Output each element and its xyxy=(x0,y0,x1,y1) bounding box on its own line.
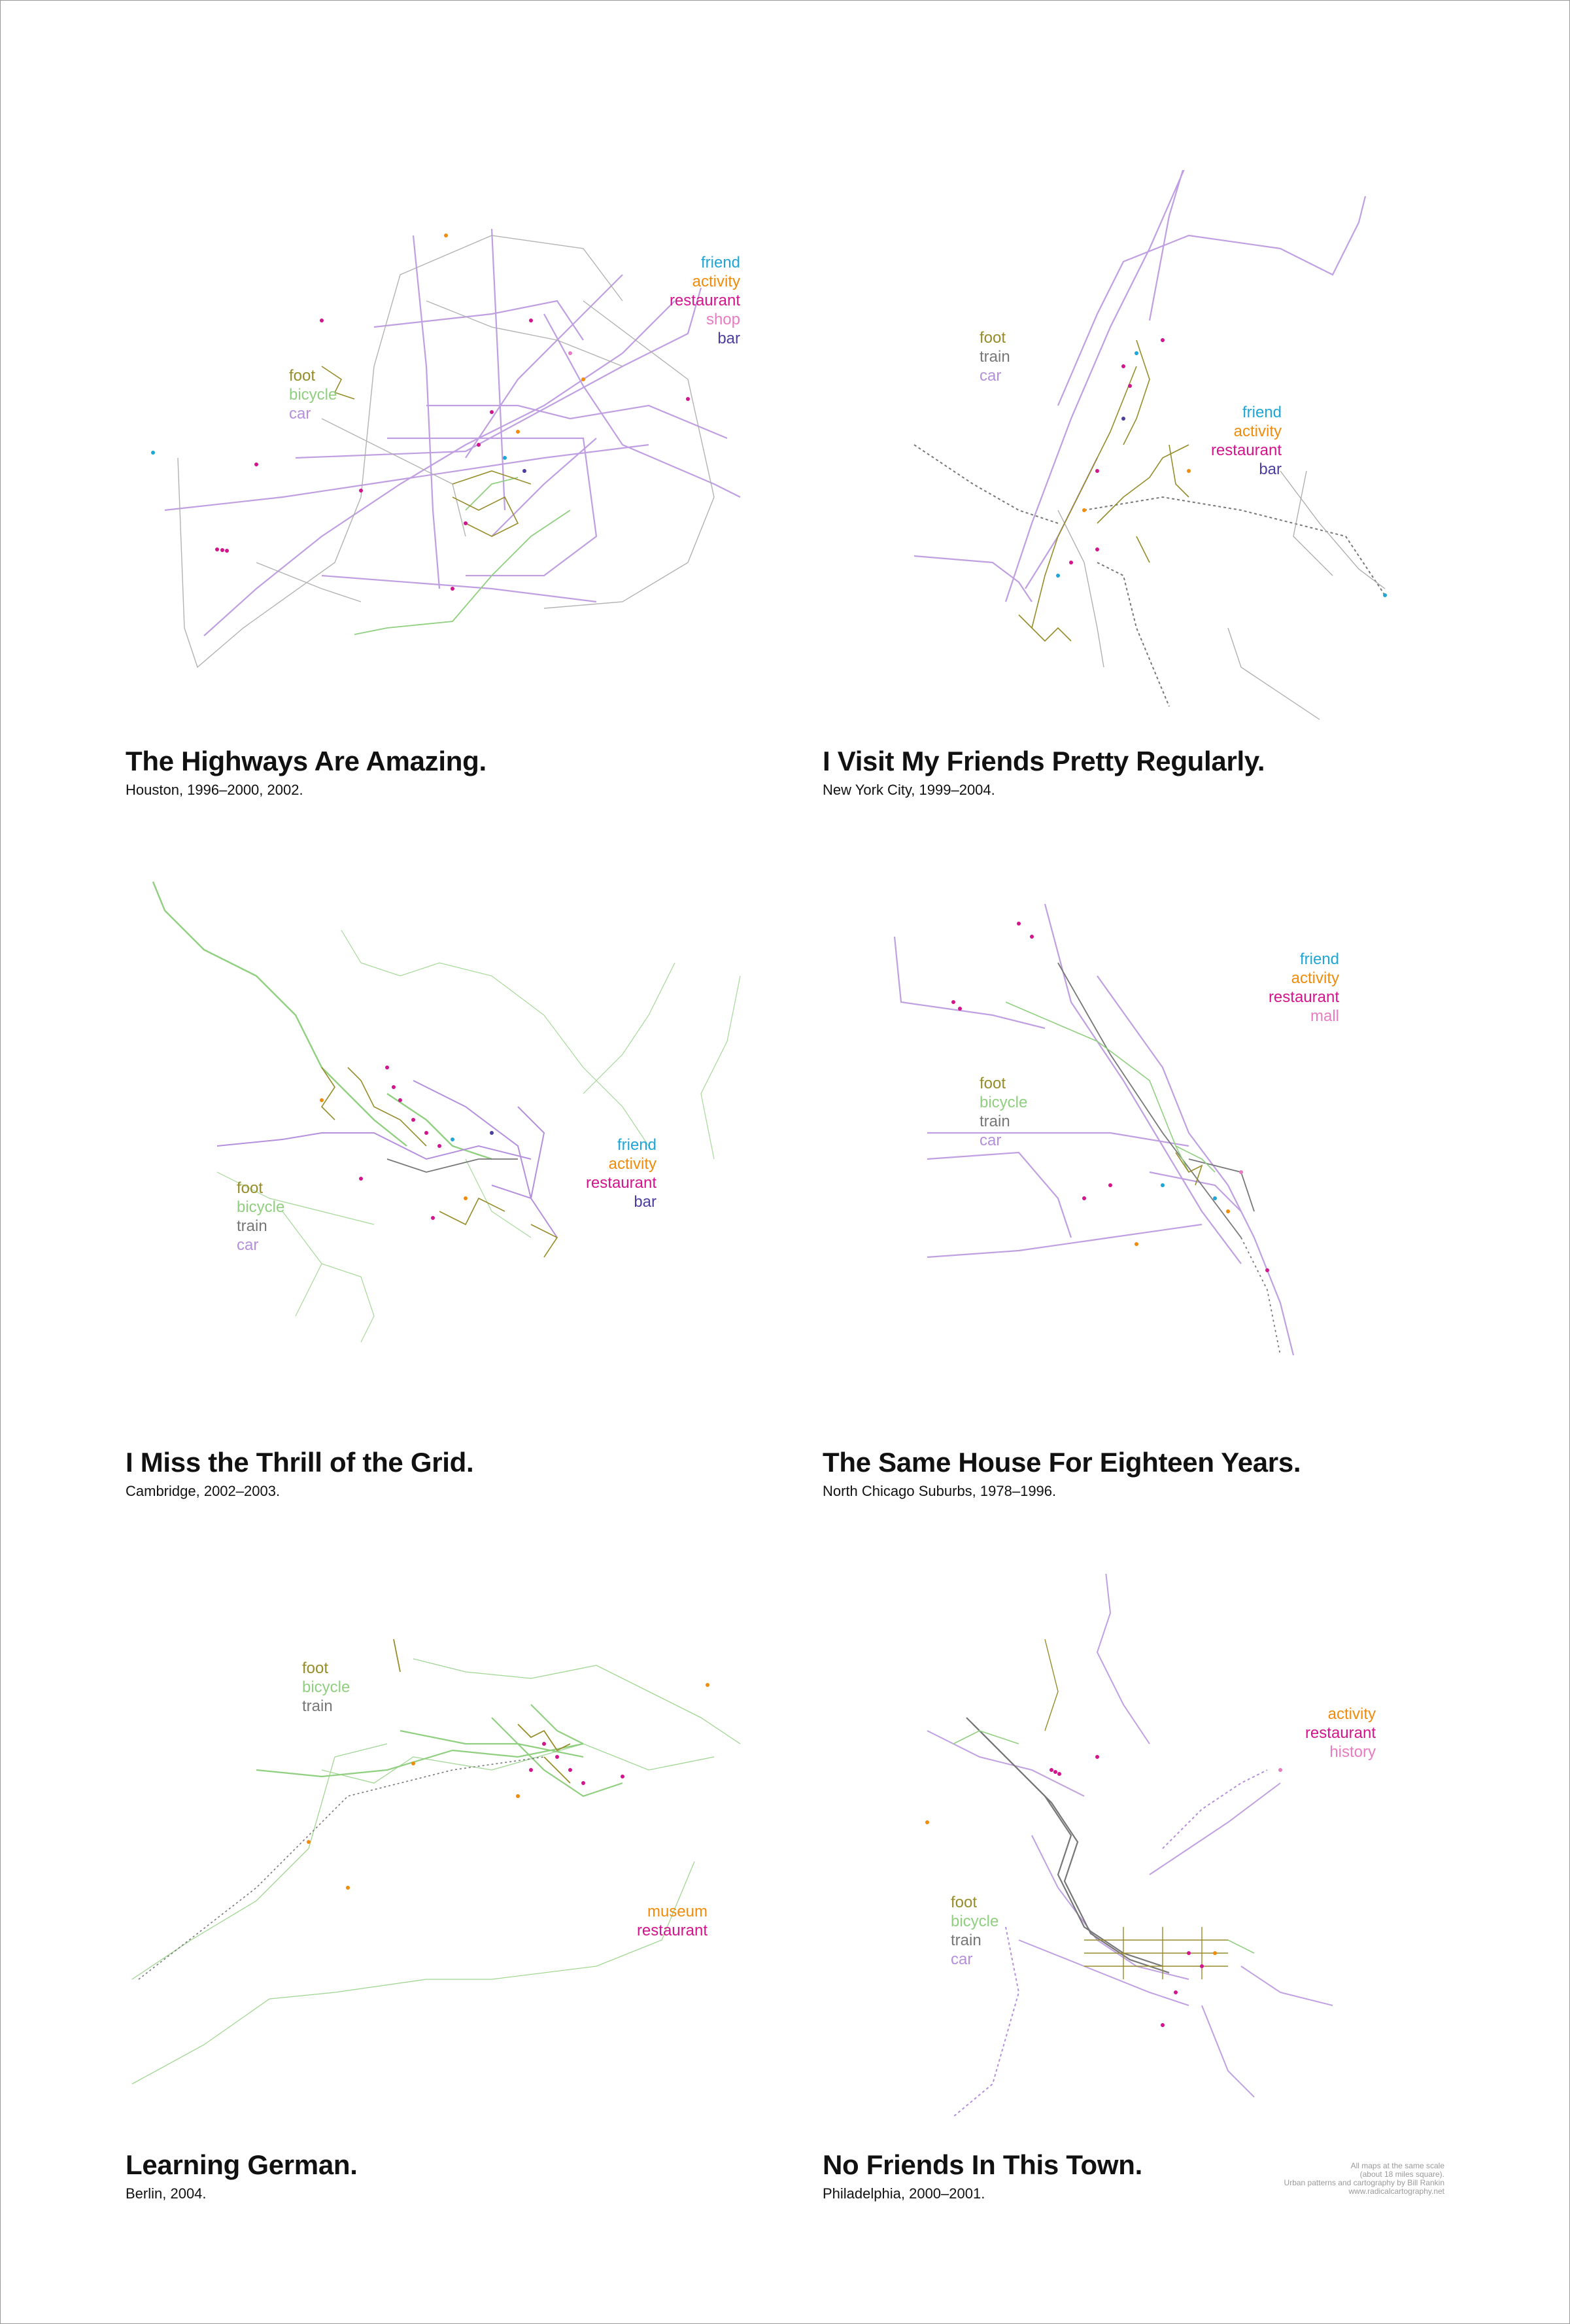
legend-activity: activity xyxy=(1327,1705,1376,1723)
legend-bar: bar xyxy=(717,330,740,347)
credits-author: Urban patterns and cartography by Bill Rankin xyxy=(1284,2178,1444,2187)
cambridge-place-dots xyxy=(320,1066,494,1220)
cambridge-route-map xyxy=(126,871,823,1447)
berlin-route-map xyxy=(126,1574,823,2149)
philadelphia-place-dots xyxy=(925,1755,1282,2027)
credits-scale-note: All maps at the same scale xyxy=(1350,2161,1444,2170)
legend-bar: bar xyxy=(1259,460,1282,478)
legend-restaurant: restaurant xyxy=(1210,442,1282,459)
legend-museum: museum xyxy=(647,1903,708,1920)
legend-train: train xyxy=(302,1697,333,1715)
chicago-mode-legend xyxy=(980,1074,1027,1150)
legend-bicycle: bicycle xyxy=(289,386,337,404)
map-subtitle: Houston, 1996–2000, 2002. xyxy=(126,782,303,798)
map-title: Learning German. xyxy=(126,2149,358,2180)
legend-foot: foot xyxy=(289,367,316,385)
legend-shop: shop xyxy=(706,311,740,328)
legend-restaurant: restaurant xyxy=(669,292,740,309)
map-title: The Highways Are Amazing. xyxy=(126,746,486,776)
philadelphia-mode-legend xyxy=(951,1893,998,1969)
chicago-route-map xyxy=(823,871,1520,1447)
map-title: No Friends In This Town. xyxy=(823,2149,1143,2180)
legend-mall: mall xyxy=(1310,1007,1339,1025)
credits-website: www.radicalcartography.net xyxy=(1348,2187,1444,2196)
houston-mode-legend xyxy=(289,366,337,423)
legend-restaurant: restaurant xyxy=(1305,1724,1376,1742)
map-subtitle: Cambridge, 2002–2003. xyxy=(126,1483,281,1499)
legend-foot: foot xyxy=(980,329,1006,347)
map-panel-chicago xyxy=(823,871,1520,1571)
cambridge-place-legend xyxy=(538,1136,657,1211)
legend-train: train xyxy=(951,1932,981,1949)
legend-car: car xyxy=(980,367,1002,385)
legend-bicycle: bicycle xyxy=(951,1913,999,1930)
cambridge-mode-legend xyxy=(237,1179,284,1255)
berlin-place-dots xyxy=(307,1683,709,1890)
legend-train: train xyxy=(237,1217,267,1235)
legend-activity: activity xyxy=(1233,423,1282,440)
legend-train: train xyxy=(980,348,1010,366)
legend-restaurant: restaurant xyxy=(636,1922,708,1939)
legend-foot: foot xyxy=(237,1179,264,1197)
legend-friend: friend xyxy=(617,1136,657,1154)
map-subtitle: North Chicago Suburbs, 1978–1996. xyxy=(823,1483,1057,1499)
legend-car: car xyxy=(951,1951,973,1968)
new-york-mode-legend xyxy=(980,328,1010,385)
berlin-mode-legend xyxy=(302,1659,350,1716)
credits-scale-size: (about 18 miles square). xyxy=(1359,2170,1444,2179)
legend-bar: bar xyxy=(634,1193,657,1211)
legend-activity: activity xyxy=(1291,969,1339,987)
legend-restaurant: restaurant xyxy=(1268,988,1339,1006)
map-title: I Miss the Thrill of the Grid. xyxy=(126,1447,474,1478)
map-subtitle: Berlin, 2004. xyxy=(126,2185,207,2202)
map-panel-cambridge xyxy=(126,871,823,1571)
credits-block xyxy=(1284,2162,1444,2196)
legend-bicycle: bicycle xyxy=(980,1094,1028,1111)
legend-friend: friend xyxy=(700,254,740,271)
legend-foot: foot xyxy=(980,1075,1006,1092)
map-title: The Same House For Eighteen Years. xyxy=(823,1447,1301,1478)
legend-car: car xyxy=(980,1132,1002,1149)
legend-train: train xyxy=(980,1113,1010,1130)
legend-car: car xyxy=(289,405,311,423)
legend-bicycle: bicycle xyxy=(302,1678,350,1696)
legend-friend: friend xyxy=(1242,404,1282,421)
legend-restaurant: restaurant xyxy=(585,1174,657,1192)
map-panel-new-york xyxy=(823,170,1520,870)
legend-car: car xyxy=(237,1236,259,1254)
new-york-place-legend xyxy=(1163,403,1282,479)
legend-foot: foot xyxy=(951,1894,978,1911)
chicago-place-legend xyxy=(1241,950,1339,1026)
map-title: I Visit My Friends Pretty Regularly. xyxy=(823,746,1265,776)
legend-bicycle: bicycle xyxy=(237,1198,285,1216)
legend-friend: friend xyxy=(1299,950,1339,968)
legend-history: history xyxy=(1329,1743,1376,1761)
philadelphia-place-legend xyxy=(1267,1705,1376,1761)
berlin-place-legend xyxy=(609,1902,708,1940)
map-subtitle: New York City, 1999–2004. xyxy=(823,782,995,798)
houston-place-legend xyxy=(649,253,740,348)
map-subtitle: Philadelphia, 2000–2001. xyxy=(823,2185,985,2202)
legend-activity: activity xyxy=(692,273,740,290)
legend-foot: foot xyxy=(302,1659,329,1677)
legend-activity: activity xyxy=(608,1155,657,1173)
map-panel-berlin xyxy=(126,1574,823,2274)
map-panel-houston xyxy=(126,170,823,870)
philadelphia-route-map xyxy=(823,1574,1520,2149)
